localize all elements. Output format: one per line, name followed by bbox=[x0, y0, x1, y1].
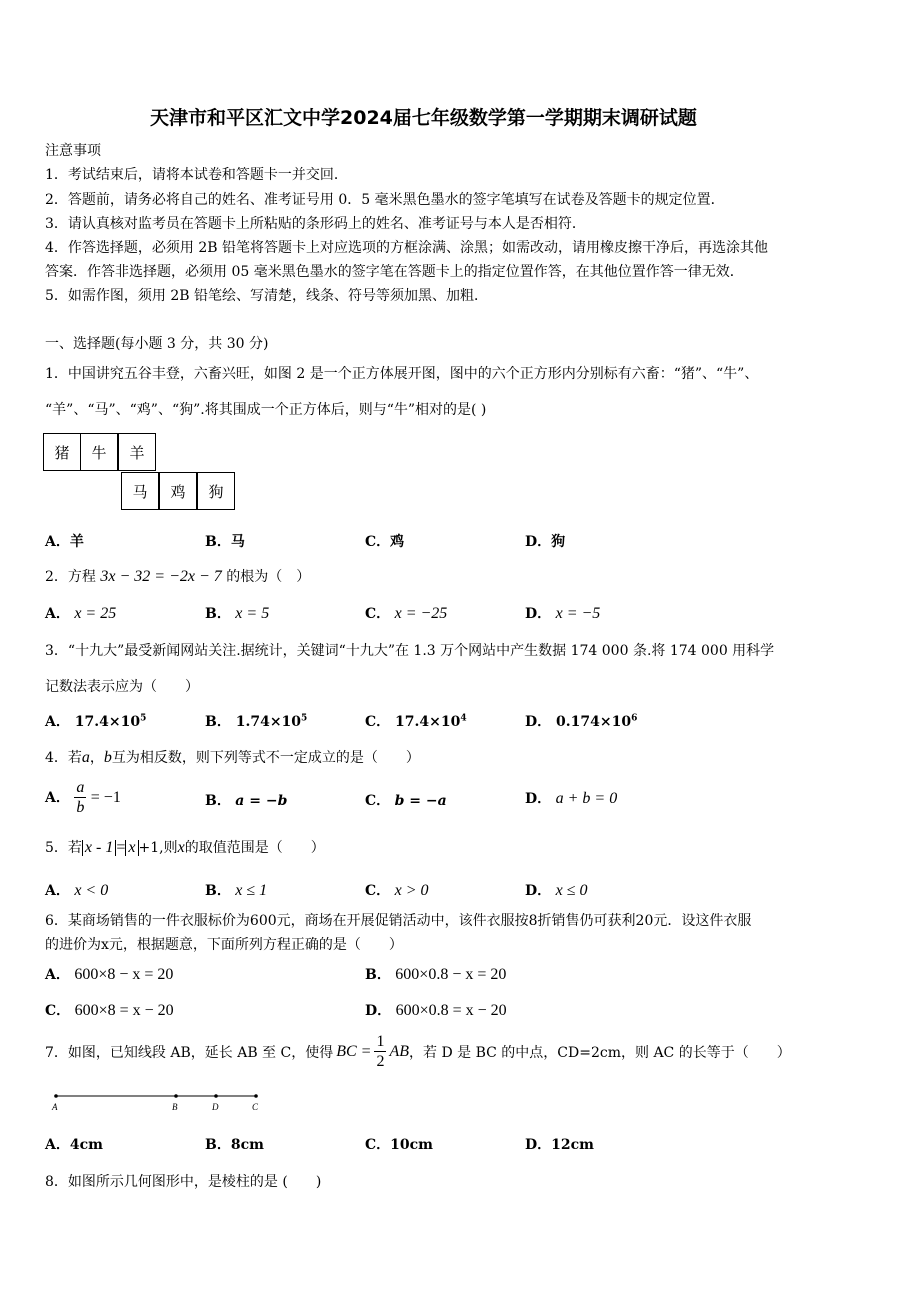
q7-option-a[interactable]: A．4cm bbox=[45, 1137, 103, 1153]
option-label: B． bbox=[205, 714, 231, 730]
option-value: 600×0.8 − x = 20 bbox=[395, 966, 507, 983]
notice-item: 3．请认真核对监考员在答题卡上所粘贴的条形码上的姓名、准考证号与本人是否相符． bbox=[45, 216, 586, 232]
option-base: 1.74×10 bbox=[235, 714, 302, 730]
q1-option-c[interactable]: C．鸡 bbox=[365, 534, 405, 550]
option-label: C． bbox=[365, 883, 391, 899]
question-6-line2: 的进价为x元，根据题意，下面所列方程正确的是（ ） bbox=[45, 937, 403, 953]
net-cell-ox: 牛 bbox=[80, 433, 118, 471]
question-3-line2: 记数法表示应为（ ） bbox=[45, 679, 199, 695]
net-cell-pig: 猪 bbox=[43, 433, 81, 471]
q6-option-d[interactable] bbox=[365, 1000, 507, 1020]
point-label-b: B bbox=[172, 1102, 178, 1112]
q4-var-a: a bbox=[81, 749, 90, 766]
q2-suffix: 的根为（ ） bbox=[226, 569, 311, 585]
q7-bc: BC = bbox=[336, 1043, 372, 1060]
point-a-dot bbox=[54, 1094, 58, 1098]
question-4 bbox=[45, 747, 420, 767]
question-8: 8．如图所示几何图形中，是棱柱的是 ( ) bbox=[45, 1174, 322, 1190]
question-2 bbox=[45, 566, 310, 586]
notice-item: 4．作答选择题，必须用 2B 铅笔将答题卡上对应选项的方框涂满、涂黑；如需改动，请用橡皮擦干净后，再选涂其他 bbox=[45, 240, 768, 256]
option-value: 600×8 = x − 20 bbox=[74, 1002, 174, 1019]
option-label: D． bbox=[525, 791, 552, 807]
q5-text: 的取值范围是（ ） bbox=[184, 840, 325, 856]
point-c-dot bbox=[254, 1094, 258, 1098]
q2-option-a[interactable] bbox=[45, 603, 116, 623]
question-7 bbox=[45, 1030, 791, 1074]
q1-option-d[interactable]: D．狗 bbox=[525, 534, 566, 550]
net-cell-chicken: 鸡 bbox=[159, 472, 197, 510]
option-exp: 6 bbox=[631, 713, 638, 724]
option-value: x ≤ 0 bbox=[555, 882, 588, 899]
question-3-line1: 3．“十九大”最受新闻网站关注.据统计，关键词“十九大”在 1.3 万个网站中产生数据 174 000 条.将 174 000 用科学 bbox=[45, 643, 775, 659]
fraction-denominator: 2 bbox=[376, 1053, 385, 1070]
abs-expression: x - 1 bbox=[82, 840, 116, 856]
option-label: A． bbox=[45, 606, 70, 622]
option-value: x < 0 bbox=[74, 882, 109, 899]
q2-option-c[interactable] bbox=[365, 603, 447, 623]
fraction-denominator: b bbox=[76, 799, 85, 816]
option-value: = −1 bbox=[90, 789, 121, 806]
section-heading: 一、选择题(每小题 3 分，共 30 分) bbox=[45, 336, 269, 352]
q4-var-b: b bbox=[103, 749, 112, 766]
option-label: A． bbox=[45, 714, 70, 730]
q6-option-a[interactable] bbox=[45, 964, 173, 984]
q5-var-x: x bbox=[177, 839, 185, 856]
notice-item: 5．如需作图，须用 2B 铅笔绘、写清楚，线条、符号等须加黑、加粗． bbox=[45, 288, 489, 304]
option-label: B． bbox=[365, 967, 391, 983]
question-6-line1: 6．某商场销售的一件衣服标价为600元，商场在开展促销活动中，该件衣服按8折销售仍可获利20元．设这件衣服 bbox=[45, 913, 752, 929]
fraction-numerator: 1 bbox=[376, 1033, 385, 1050]
question-5 bbox=[45, 837, 325, 857]
option-value: 600×0.8 = x − 20 bbox=[395, 1002, 507, 1019]
fraction bbox=[374, 1034, 386, 1070]
option-value: x > 0 bbox=[394, 882, 429, 899]
option-value: 600×8 − x = 20 bbox=[74, 966, 174, 983]
option-label: B． bbox=[205, 883, 231, 899]
option-value: x = −5 bbox=[555, 605, 601, 622]
q4-option-b[interactable] bbox=[205, 790, 287, 810]
option-value: b = −a bbox=[394, 793, 447, 809]
q7-ab: AB bbox=[389, 1043, 410, 1060]
question-1-line2: “羊”、“马”、“鸡”、“狗”.将其围成一个正方体后，则与“牛”相对的是( ) bbox=[45, 402, 487, 418]
option-label: A． bbox=[45, 883, 70, 899]
q7-text: ，若 D 是 BC 的中点，CD=2cm，则 AC 的长等于（ ） bbox=[409, 1045, 791, 1061]
option-value: x = 25 bbox=[74, 605, 117, 622]
option-value: a + b = 0 bbox=[555, 790, 618, 807]
net-cell-sheep: 羊 bbox=[118, 433, 156, 471]
q4-text: 互为相反数，则下列等式不一定成立的是（ ） bbox=[111, 750, 420, 766]
option-label: C． bbox=[365, 714, 391, 730]
q2-option-d[interactable] bbox=[525, 603, 600, 623]
net-cell-dog: 狗 bbox=[197, 472, 235, 510]
q3-option-c[interactable] bbox=[365, 711, 467, 731]
option-value: x ≤ 1 bbox=[235, 882, 268, 899]
option-label: B． bbox=[205, 793, 231, 809]
point-label-c: C bbox=[252, 1102, 259, 1112]
q6-option-c[interactable] bbox=[45, 1000, 174, 1020]
segment-svg bbox=[48, 1088, 268, 1116]
option-label: D． bbox=[525, 714, 552, 730]
option-value: x = −25 bbox=[394, 605, 448, 622]
q5-text: 5．若 bbox=[45, 840, 82, 856]
option-label: C． bbox=[45, 1003, 71, 1019]
q3-option-a[interactable] bbox=[45, 711, 146, 731]
option-label: A． bbox=[45, 790, 70, 806]
option-exp: 5 bbox=[140, 713, 147, 724]
q5-option-d[interactable] bbox=[525, 880, 587, 900]
option-label: D． bbox=[525, 883, 552, 899]
option-label: B． bbox=[205, 606, 231, 622]
q7-option-b[interactable]: B．8cm bbox=[205, 1137, 264, 1153]
notice-item: 答案．作答非选择题，必须用 05 毫米黑色墨水的签字笔在答题卡上的指定位置作答，在其他位置作答一律无效． bbox=[45, 264, 744, 280]
option-exp: 4 bbox=[460, 713, 467, 724]
q5-option-a[interactable] bbox=[45, 880, 108, 900]
q4-text: 4．若 bbox=[45, 750, 82, 766]
point-label-a: A bbox=[52, 1102, 58, 1112]
q7-option-c[interactable]: C．10cm bbox=[365, 1137, 433, 1153]
option-base: 0.174×10 bbox=[556, 714, 632, 730]
q2-option-b[interactable] bbox=[205, 603, 269, 623]
q2-equation: 3x − 32 = −2x − 7 bbox=[100, 568, 222, 585]
q5-equals: = bbox=[116, 839, 126, 856]
option-label: D． bbox=[365, 1003, 392, 1019]
fraction-numerator: a bbox=[76, 779, 85, 796]
option-value: x = 5 bbox=[235, 605, 270, 622]
fraction bbox=[74, 780, 86, 816]
q6-option-b[interactable] bbox=[365, 964, 506, 984]
notice-heading: 注意事项 bbox=[45, 143, 101, 159]
q1-option-a[interactable]: A．羊 bbox=[45, 534, 84, 550]
q5-text: +1,则 bbox=[138, 840, 178, 856]
option-label: C． bbox=[365, 606, 391, 622]
point-label-d: D bbox=[212, 1102, 219, 1112]
option-base: 17.4×10 bbox=[74, 714, 141, 730]
option-label: D． bbox=[525, 606, 552, 622]
option-label: A． bbox=[45, 967, 70, 983]
line-segment-figure bbox=[48, 1088, 268, 1116]
q4-option-a[interactable] bbox=[45, 780, 121, 816]
q1-option-b[interactable]: B．马 bbox=[205, 534, 245, 550]
q3-option-d[interactable] bbox=[525, 711, 637, 731]
page-title: 天津市和平区汇文中学2024届七年级数学第一学期期末调研试题 bbox=[150, 107, 697, 129]
q4-option-d[interactable] bbox=[525, 788, 617, 808]
point-d-dot bbox=[214, 1094, 218, 1098]
question-1-line1: 1．中国讲究五谷丰登，六畜兴旺，如图 2 是一个正方体展开图，图中的六个正方形内分别标有六畜：“猪”、“牛”、 bbox=[45, 366, 759, 382]
point-b-dot bbox=[174, 1094, 178, 1098]
net-cell-horse: 马 bbox=[121, 472, 159, 510]
q4-text: ， bbox=[89, 750, 104, 766]
q4-option-c[interactable] bbox=[365, 790, 447, 810]
q2-prefix: 2．方程 bbox=[45, 569, 96, 585]
option-label: C． bbox=[365, 793, 391, 809]
option-exp: 5 bbox=[301, 713, 308, 724]
q3-option-b[interactable] bbox=[205, 711, 307, 731]
abs-expression: x bbox=[125, 840, 138, 856]
notice-item: 2．答题前，请务必将自己的姓名、准考证号用 0．5 毫米黑色墨水的签字笔填写在试卷及答题卡的规定位置． bbox=[45, 192, 725, 208]
option-value: a = −b bbox=[235, 793, 288, 809]
q7-text: 7．如图，已知线段 AB，延长 AB 至 C，使得 bbox=[45, 1045, 334, 1061]
notice-item: 1．考试结束后，请将本试卷和答题卡一并交回． bbox=[45, 167, 348, 183]
q5-option-c[interactable] bbox=[365, 880, 429, 900]
q5-option-b[interactable] bbox=[205, 880, 267, 900]
q7-option-d[interactable]: D．12cm bbox=[525, 1137, 594, 1153]
option-base: 17.4×10 bbox=[395, 714, 461, 730]
